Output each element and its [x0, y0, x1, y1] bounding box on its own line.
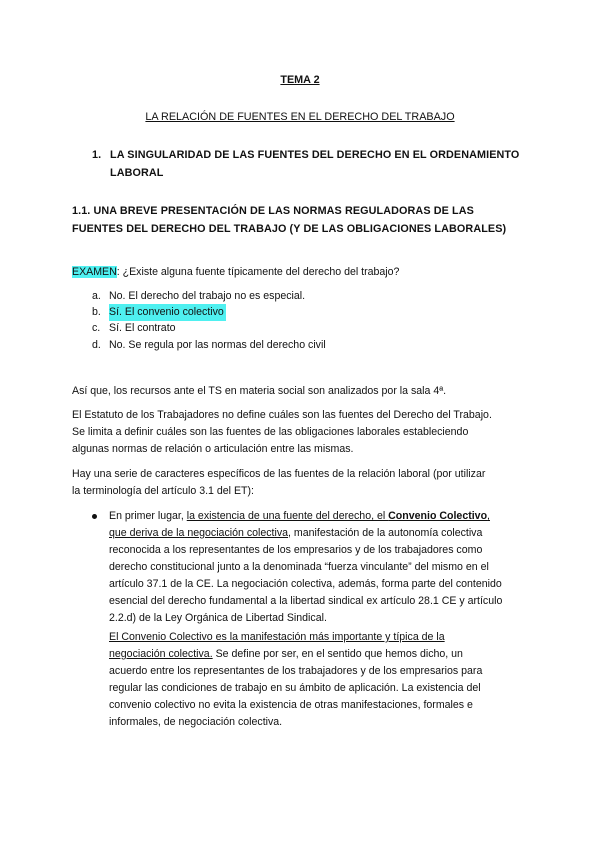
- option-letter-d: d.: [92, 339, 101, 351]
- document-subtitle: LA RELACIÓN DE FUENTES EN EL DERECHO DEL TRABAJO: [145, 111, 455, 123]
- exam-label: EXAMEN: [72, 266, 117, 278]
- paragraph-2-line1: El Estatuto de los Trabajadores no define cuáles son las fuentes del Derecho del Trabajo.: [72, 409, 492, 421]
- paragraph-4-line4: regular las condiciones de trabajo en su ámbito de aplicación. La existencia del: [109, 682, 481, 694]
- option-text-b: Sí. El convenio colectivo: [109, 304, 226, 321]
- option-text-d: No. Se regula por las normas del derecho civil: [109, 339, 326, 351]
- section1-heading-line2: LABORAL: [110, 167, 164, 179]
- bullet1-line7: 2.2.d) de la Ley Orgánica de Libertad Sindical.: [109, 612, 327, 624]
- bullet1-line6: esencial del derecho fundamental a la libertad sindical ex artículo 28.1 CE y artículo: [109, 595, 503, 607]
- paragraph-4-line2: [109, 646, 463, 663]
- paragraph-4-line6: informales, de negociación colectiva.: [109, 716, 283, 728]
- bullet1-line2-rest: , manifestación de la autonomía colectiva: [288, 527, 483, 539]
- section11-heading-line2: FUENTES DEL DERECHO DEL TRABAJO (Y DE LAS OBLIGACIONES LABORALES): [72, 223, 507, 235]
- paragraph-4-line2-rest: Se define por ser, en el sentido que hemos dicho, un: [212, 648, 463, 660]
- paragraph-1: Así que, los recursos ante el TS en materia social son analizados por la sala 4ª.: [72, 385, 447, 397]
- bullet1-underlined: la existencia de una fuente del derecho, el: [186, 510, 389, 522]
- bullet1-line5: artículo 37.1 de la CE. La negociación colectiva, además, forma parte del contenido: [109, 578, 502, 590]
- paragraph-4-underlined: negociación colectiva.: [109, 648, 213, 660]
- bullet1-line4: derecho constitucional junto a la denominada “fuerza vinculante” del mismo en el: [109, 561, 489, 573]
- paragraph-4-line1: El Convenio Colectivo es la manifestación más importante y típica de la: [109, 631, 445, 643]
- section11-heading-line1: 1.1. UNA BREVE PRESENTACIÓN DE LAS NORMAS REGULADORAS DE LAS: [72, 205, 474, 217]
- section1-number: 1.: [92, 149, 102, 161]
- bullet1-bold-term: Convenio Colectivo: [388, 510, 488, 522]
- section1-heading-line1: LA SINGULARIDAD DE LAS FUENTES DEL DERECHO EN EL ORDENAMIENTO: [110, 149, 520, 161]
- option-letter-c: c.: [92, 322, 101, 334]
- paragraph-3-line2: la terminología del artículo 3.1 del ET):: [72, 485, 254, 497]
- paragraph-4-line5: convenio colectivo no evita la existencia de otras manifestaciones, formales e: [109, 699, 473, 711]
- document-title: TEMA 2: [280, 74, 320, 86]
- bullet1-underlined-2: que deriva de la negociación colectiva: [109, 527, 289, 539]
- option-text-c: Sí. El contrato: [109, 322, 176, 334]
- option-letter-a: a.: [92, 290, 101, 302]
- option-text-a: No. El derecho del trabajo no es especial.: [109, 290, 306, 302]
- bullet1-line2: [109, 525, 482, 542]
- bullet1-intro: En primer lugar,: [109, 510, 187, 522]
- paragraph-2-line3: algunas normas de relación o articulación entre las mismas.: [72, 443, 354, 455]
- bullet-dot: [92, 514, 97, 519]
- paragraph-3-line1: Hay una serie de caracteres específicos de las fuentes de la relación laboral (por utilizar: [72, 468, 486, 480]
- paragraph-4-line3: acuerdo entre los representantes de los trabajadores y de los empresarios para: [109, 665, 483, 677]
- paragraph-2-line2: Se limita a definir cuáles son las fuentes de las obligaciones laborales estableciendo: [72, 426, 469, 438]
- bullet1-line1: [109, 508, 490, 525]
- bullet1-comma: ,: [487, 510, 490, 522]
- exam-question: [72, 264, 399, 281]
- exam-question-text: : ¿Existe alguna fuente típicamente del derecho del trabajo?: [116, 266, 400, 278]
- option-letter-b: b.: [92, 306, 101, 318]
- bullet1-line3: reconocida a los representantes de los empresarios y de los trabajadores como: [109, 544, 483, 556]
